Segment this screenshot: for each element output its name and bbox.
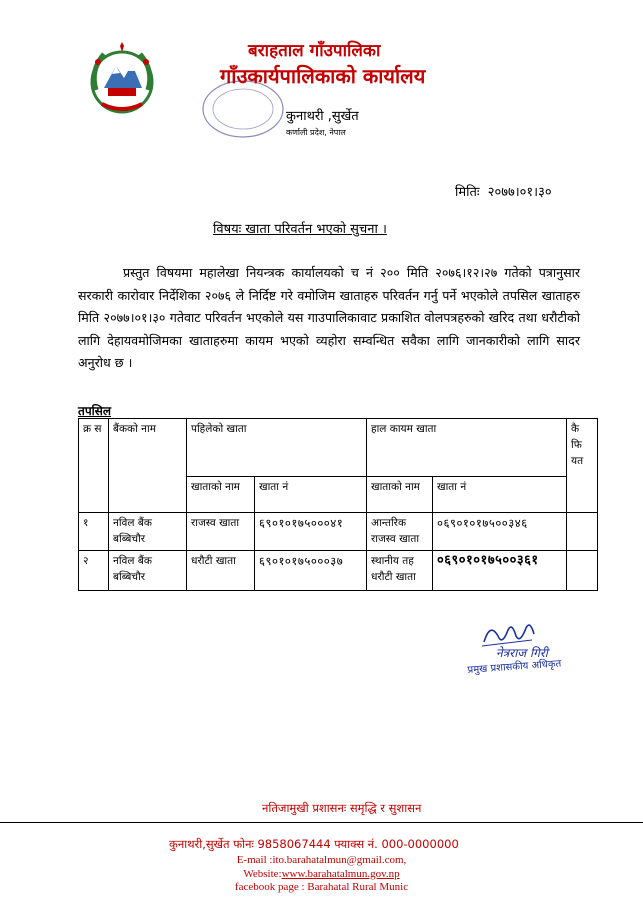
table-row: [79, 513, 598, 551]
row-sn: २: [79, 551, 109, 591]
date-value: २०७७।०१।३०: [487, 185, 552, 200]
row-cur-no: ०६९०१०१७५००३६१: [433, 551, 567, 591]
municipality-name: बराहताल गाँउपालिका: [248, 41, 381, 61]
header-acct-name: खाताको नाम: [187, 477, 255, 513]
footer-website-line: [0, 868, 643, 882]
office-location: कुनाथरी ,सुर्खेत: [286, 109, 359, 124]
row-remarks: [567, 551, 598, 591]
nepal-emblem-icon: [82, 40, 162, 120]
account-table: [78, 418, 598, 591]
header-cur-acct-name: खाताको नाम: [367, 477, 433, 513]
header-sn: क्र स: [79, 419, 109, 513]
body-paragraph: प्रस्तुत विषयमा महालेखा नियन्त्रक कार्यालयको च नं २०० मिति २०७६।१२।२७ गतेको पत्रानुसार सरकारी कारोवार निर्देशिका २०७६ ले निर्दिष्ट गरे वमोजिम खाताहरु परिवर्तन गर्नु पर्ने भएकोले तपसिल खाताहरु मिति २०७७।०१।३० गतेवाट परिवर्तन भएकोले यस गाउपालिकावाट प्रकाशित वोलपत्रहरुको खरिद तथा धरौटीको लागि देहायवमोजिमका खाताहरुमा कायम भएको व्यहोरा सम्वन्धित सवैका लागि जानकारीको लागि सादर अनुरोध छ ।: [78, 265, 580, 370]
signatory-name: नेत्रराज गिरी: [496, 646, 548, 660]
header-previous: पहिलेको खाता: [187, 419, 367, 477]
header-acct-no: खाता नं: [255, 477, 367, 513]
header-remarks: कै फि यत: [567, 419, 598, 513]
header-cur-acct-no: खाता नं: [433, 477, 567, 513]
row-remarks: [567, 513, 598, 551]
table-row: [79, 551, 598, 591]
footer-website-link[interactable]: www.barahatalmun.gov.np: [281, 867, 400, 880]
province-name: कर्णाली प्रदेश, नेपाल: [286, 128, 346, 137]
row-bank: नविल बैंक बब्बिचौर: [109, 513, 187, 551]
office-name: गाँउकार्यपालिकाको कार्यालय: [220, 64, 426, 88]
header-bank: बैंकको नाम: [109, 419, 187, 513]
signatory-title: प्रमुख प्रशासकीय अधिकृत: [467, 658, 562, 676]
tapasil-label: तपसिल: [78, 404, 112, 418]
footer-motto: नतिजामुखी प्रशासनः समृद्धि र सुशासन: [262, 801, 422, 815]
footer-email: E-mail :ito.barahatalmun@gmail.com,: [236, 854, 407, 866]
row-bank: नविल बैंक बब्बिचौर: [109, 551, 187, 591]
header-current: हाल कायम खाता: [367, 419, 567, 477]
letter-subject: विषयः खाता परिवर्तन भएको सुचना ।: [213, 222, 387, 237]
footer-facebook: facebook page : Barahatal Rural Munic: [234, 881, 409, 893]
footer-contact-line: कुनाथरी,सुर्खेत फोनः 9858067444 फ्याक्स नं. 000-0000000: [169, 837, 459, 851]
footer-divider: [0, 822, 643, 823]
row-cur-no: ०६९०१०१७५००३४६: [433, 513, 567, 551]
footer-website-label: Website:: [243, 867, 282, 880]
date-label: मितिः: [455, 185, 480, 200]
row-cur-name: स्थानीय तह धरौटी खाता: [367, 551, 433, 591]
row-prev-name: राजस्व खाता: [187, 513, 255, 551]
table-header-row: [79, 419, 598, 477]
row-prev-no: ६९०१०१७५०००४१: [255, 513, 367, 551]
row-prev-name: धरौटी खाता: [187, 551, 255, 591]
row-cur-name: आन्तरिक राजस्व खाता: [367, 513, 433, 551]
row-sn: १: [79, 513, 109, 551]
letter-date: [455, 182, 552, 200]
row-prev-no: ६९०१०१७५०००३७: [255, 551, 367, 591]
footer-contact-block: [0, 854, 643, 895]
